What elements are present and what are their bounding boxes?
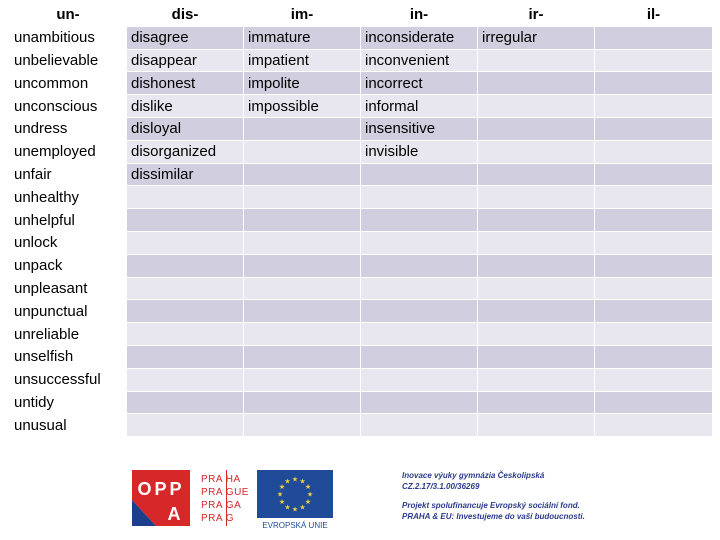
header-dis: dis- [127,4,244,26]
project-code: CZ.2.17/3.1.00/36269 [402,482,480,491]
cell-im [244,414,361,437]
cell-un: unreliable [10,323,127,346]
table-row [10,414,713,437]
cell-dis [127,277,244,300]
cell-in [361,254,478,277]
funding-line-1: Projekt spolufinancuje Evropský sociální fond. [402,501,580,510]
cell-in: informal [361,95,478,118]
cell-im [244,277,361,300]
cell-un: unpleasant [10,277,127,300]
opp-logo-line1: OPP [137,479,185,499]
cell-il [595,163,713,186]
table-row [10,368,713,391]
cell-in [361,391,478,414]
eu-star-icon: ★ [299,504,306,512]
cell-dis [127,414,244,437]
table-row [10,254,713,277]
cell-il [595,277,713,300]
cell-in: inconvenient [361,49,478,72]
cell-dis: disagree [127,26,244,49]
table-row [10,49,713,72]
funding-line-2: PRAHA & EU: Investujeme do vaší budoucnosti. [402,512,585,521]
project-title: Inovace výuky gymnázia Českolipská [402,471,545,480]
cell-im: immature [244,26,361,49]
cell-in: incorrect [361,72,478,95]
table-row [10,345,713,368]
cell-im [244,300,361,323]
cell-il [595,323,713,346]
cell-un: unconscious [10,95,127,118]
table-row [10,95,713,118]
table-row [10,117,713,140]
praha-logo [199,470,254,526]
praha-row-2: PRA GUE [201,487,249,498]
cell-in [361,209,478,232]
cell-dis: dishonest [127,72,244,95]
cell-un: unpunctual [10,300,127,323]
cell-im [244,254,361,277]
cell-il [595,26,713,49]
cell-im: impatient [244,49,361,72]
eu-star-icon: ★ [291,506,299,514]
cell-im: impossible [244,95,361,118]
cell-ir [478,117,595,140]
cell-un: unhelpful [10,209,127,232]
cell-un: untidy [10,391,127,414]
cell-in: invisible [361,140,478,163]
eu-logo-label: EVROPSKÁ UNIE [262,521,328,530]
cell-im [244,186,361,209]
cell-dis [127,368,244,391]
praha-row-4: PRA G [201,513,235,524]
cell-ir [478,345,595,368]
cell-in: insensitive [361,117,478,140]
table-row [10,209,713,232]
cell-un: undress [10,117,127,140]
cell-im: impolite [244,72,361,95]
eu-star-icon: ★ [284,504,291,512]
cell-im [244,345,361,368]
cell-un: unselfish [10,345,127,368]
header-un: un- [10,4,127,26]
table-row [10,163,713,186]
eu-star-icon: ★ [306,491,314,499]
cell-dis [127,209,244,232]
cell-un: unbelievable [10,49,127,72]
cell-in [361,231,478,254]
eu-star-icon: ★ [278,499,286,506]
cell-un: unfair [10,163,127,186]
cell-dis [127,186,244,209]
cell-in: inconsiderate [361,26,478,49]
cell-ir [478,140,595,163]
cell-dis [127,254,244,277]
eu-star-icon: ★ [299,478,306,486]
cell-in [361,323,478,346]
praha-row-3: PRA GA [201,500,242,511]
cell-il [595,254,713,277]
cell-im [244,391,361,414]
prefix-table [9,4,713,438]
table-row [10,391,713,414]
header-im: im- [244,4,361,26]
cell-dis: disappear [127,49,244,72]
cell-ir: irregular [478,26,595,49]
header-row [10,4,713,26]
cell-in [361,300,478,323]
cell-im [244,231,361,254]
table-row [10,26,713,49]
cell-ir [478,414,595,437]
cell-im [244,117,361,140]
cell-il [595,231,713,254]
cell-il [595,72,713,95]
cell-in [361,277,478,300]
cell-ir [478,72,595,95]
header-ir: ir- [478,4,595,26]
cell-ir [478,300,595,323]
cell-dis: disloyal [127,117,244,140]
cell-dis: disorganized [127,140,244,163]
cell-ir [478,95,595,118]
cell-il [595,414,713,437]
cell-il [595,368,713,391]
header-in: in- [361,4,478,26]
cell-il [595,117,713,140]
table-row [10,231,713,254]
cell-ir [478,186,595,209]
cell-il [595,209,713,232]
header-il: il- [595,4,713,26]
cell-ir [478,368,595,391]
cell-dis [127,323,244,346]
table-row [10,323,713,346]
cell-un: unsuccessful [10,368,127,391]
cell-in [361,345,478,368]
cell-un: unambitious [10,26,127,49]
table-row [10,186,713,209]
cell-un: unlock [10,231,127,254]
cell-in [361,186,478,209]
cell-dis [127,345,244,368]
cell-un: uncommon [10,72,127,95]
cell-il [595,49,713,72]
cell-il [595,186,713,209]
table-row [10,277,713,300]
table-row [10,72,713,95]
opp-logo [132,470,190,526]
eu-star-icon: ★ [304,484,312,491]
eu-star-icon: ★ [304,499,312,506]
cell-un: unpack [10,254,127,277]
cell-ir [478,209,595,232]
cell-in [361,368,478,391]
cell-il [595,140,713,163]
cell-in [361,414,478,437]
table-row [10,140,713,163]
cell-ir [478,231,595,254]
cell-un: unusual [10,414,127,437]
cell-im [244,140,361,163]
cell-ir [478,163,595,186]
cell-in [361,163,478,186]
cell-il [595,345,713,368]
cell-dis [127,391,244,414]
table-row [10,300,713,323]
eu-logo [257,470,333,530]
opp-logo-line2: A [167,504,181,524]
project-info [402,470,662,522]
footer [0,466,720,536]
cell-dis [127,231,244,254]
cell-ir [478,49,595,72]
cell-un: unemployed [10,140,127,163]
cell-ir [478,254,595,277]
cell-il [595,95,713,118]
cell-dis: dislike [127,95,244,118]
eu-star-icon: ★ [284,478,291,486]
cell-im [244,368,361,391]
cell-il [595,391,713,414]
eu-star-icon: ★ [276,491,284,499]
cell-ir [478,277,595,300]
eu-star-icon: ★ [278,484,286,491]
praha-row-1: PRA HA [201,474,241,485]
cell-im [244,209,361,232]
cell-un: unhealthy [10,186,127,209]
cell-dis [127,300,244,323]
cell-dis: dissimilar [127,163,244,186]
cell-ir [478,391,595,414]
cell-im [244,323,361,346]
cell-il [595,300,713,323]
cell-im [244,163,361,186]
cell-ir [478,323,595,346]
eu-star-icon: ★ [291,476,299,484]
